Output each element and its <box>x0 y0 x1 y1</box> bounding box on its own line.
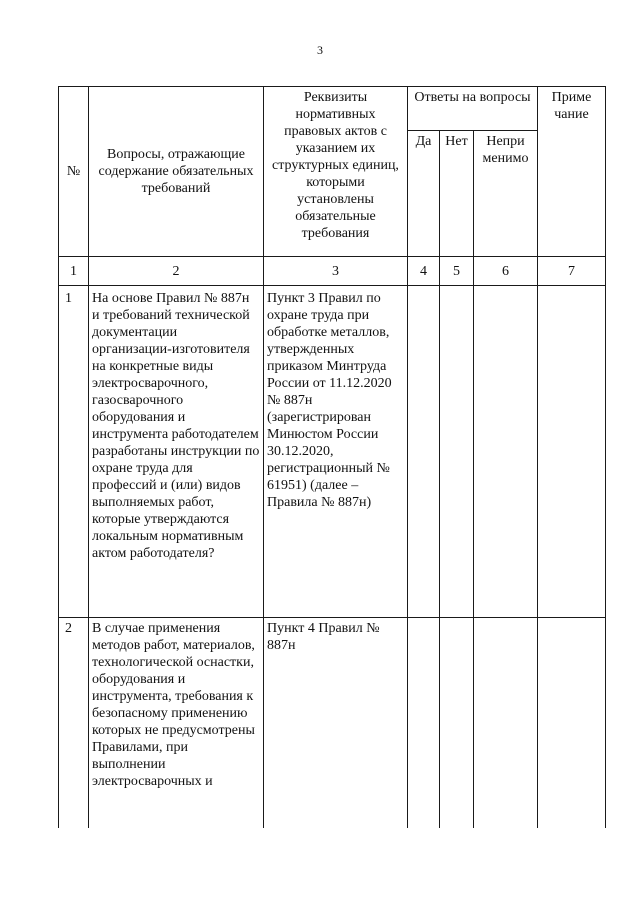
row-requisites: Пункт 3 Правил по охране труда при обработке металлов, утвержденных приказом Минтруда России от 11.12.2020 № 887н (зарегистрирован Минюстом России 30.12.2020, регистрационный № 61951) (далее – Правила № 887н) <box>264 286 408 618</box>
header-number: № <box>59 87 89 257</box>
header-answers: Ответы на вопросы <box>408 87 538 131</box>
column-number: 2 <box>89 257 264 286</box>
table-row <box>59 618 606 829</box>
note-cell <box>538 618 606 829</box>
table-row <box>59 286 606 618</box>
answer-no-cell <box>440 286 474 618</box>
row-requisites: Пункт 4 Правил № 887н <box>264 618 408 829</box>
answer-na-cell <box>474 286 538 618</box>
answer-yes-cell <box>408 618 440 829</box>
column-number: 4 <box>408 257 440 286</box>
column-number: 3 <box>264 257 408 286</box>
header-note: Приме чание <box>538 87 606 257</box>
column-number: 5 <box>440 257 474 286</box>
column-number: 7 <box>538 257 606 286</box>
header-not-applicable: Непри менимо <box>474 131 538 257</box>
row-question: На основе Правил № 887н и требований технической документации организации-изготовителя на конкретные виды электросварочного, газосварочного оборудования и инструмента работодателем разработаны инструкции по охране труда для профессий и (или) видов выполняемых работ, которые утверждаются локальным нормативным актом работодателя? <box>89 286 264 618</box>
row-number: 2 <box>59 618 89 829</box>
row-question: В случае применения методов работ, материалов, технологической оснастки, оборудования и инструмента, требования к безопасному применению которых не предусмотрены Правилами, при выполнении электросварочных и <box>89 618 264 829</box>
answer-no-cell <box>440 618 474 829</box>
note-cell <box>538 286 606 618</box>
row-number: 1 <box>59 286 89 618</box>
answer-yes-cell <box>408 286 440 618</box>
answer-na-cell <box>474 618 538 829</box>
column-number: 1 <box>59 257 89 286</box>
header-requisites: Реквизиты нормативных правовых актов с указанием их структурных единиц, которыми установлены обязательные требования <box>264 87 408 257</box>
requirements-table <box>58 86 606 828</box>
header-questions: Вопросы, отражающие содержание обязательных требований <box>89 87 264 257</box>
header-no: Нет <box>440 131 474 257</box>
column-numbers-row <box>59 257 606 286</box>
page-number: 3 <box>317 43 323 57</box>
header-yes: Да <box>408 131 440 257</box>
column-number: 6 <box>474 257 538 286</box>
